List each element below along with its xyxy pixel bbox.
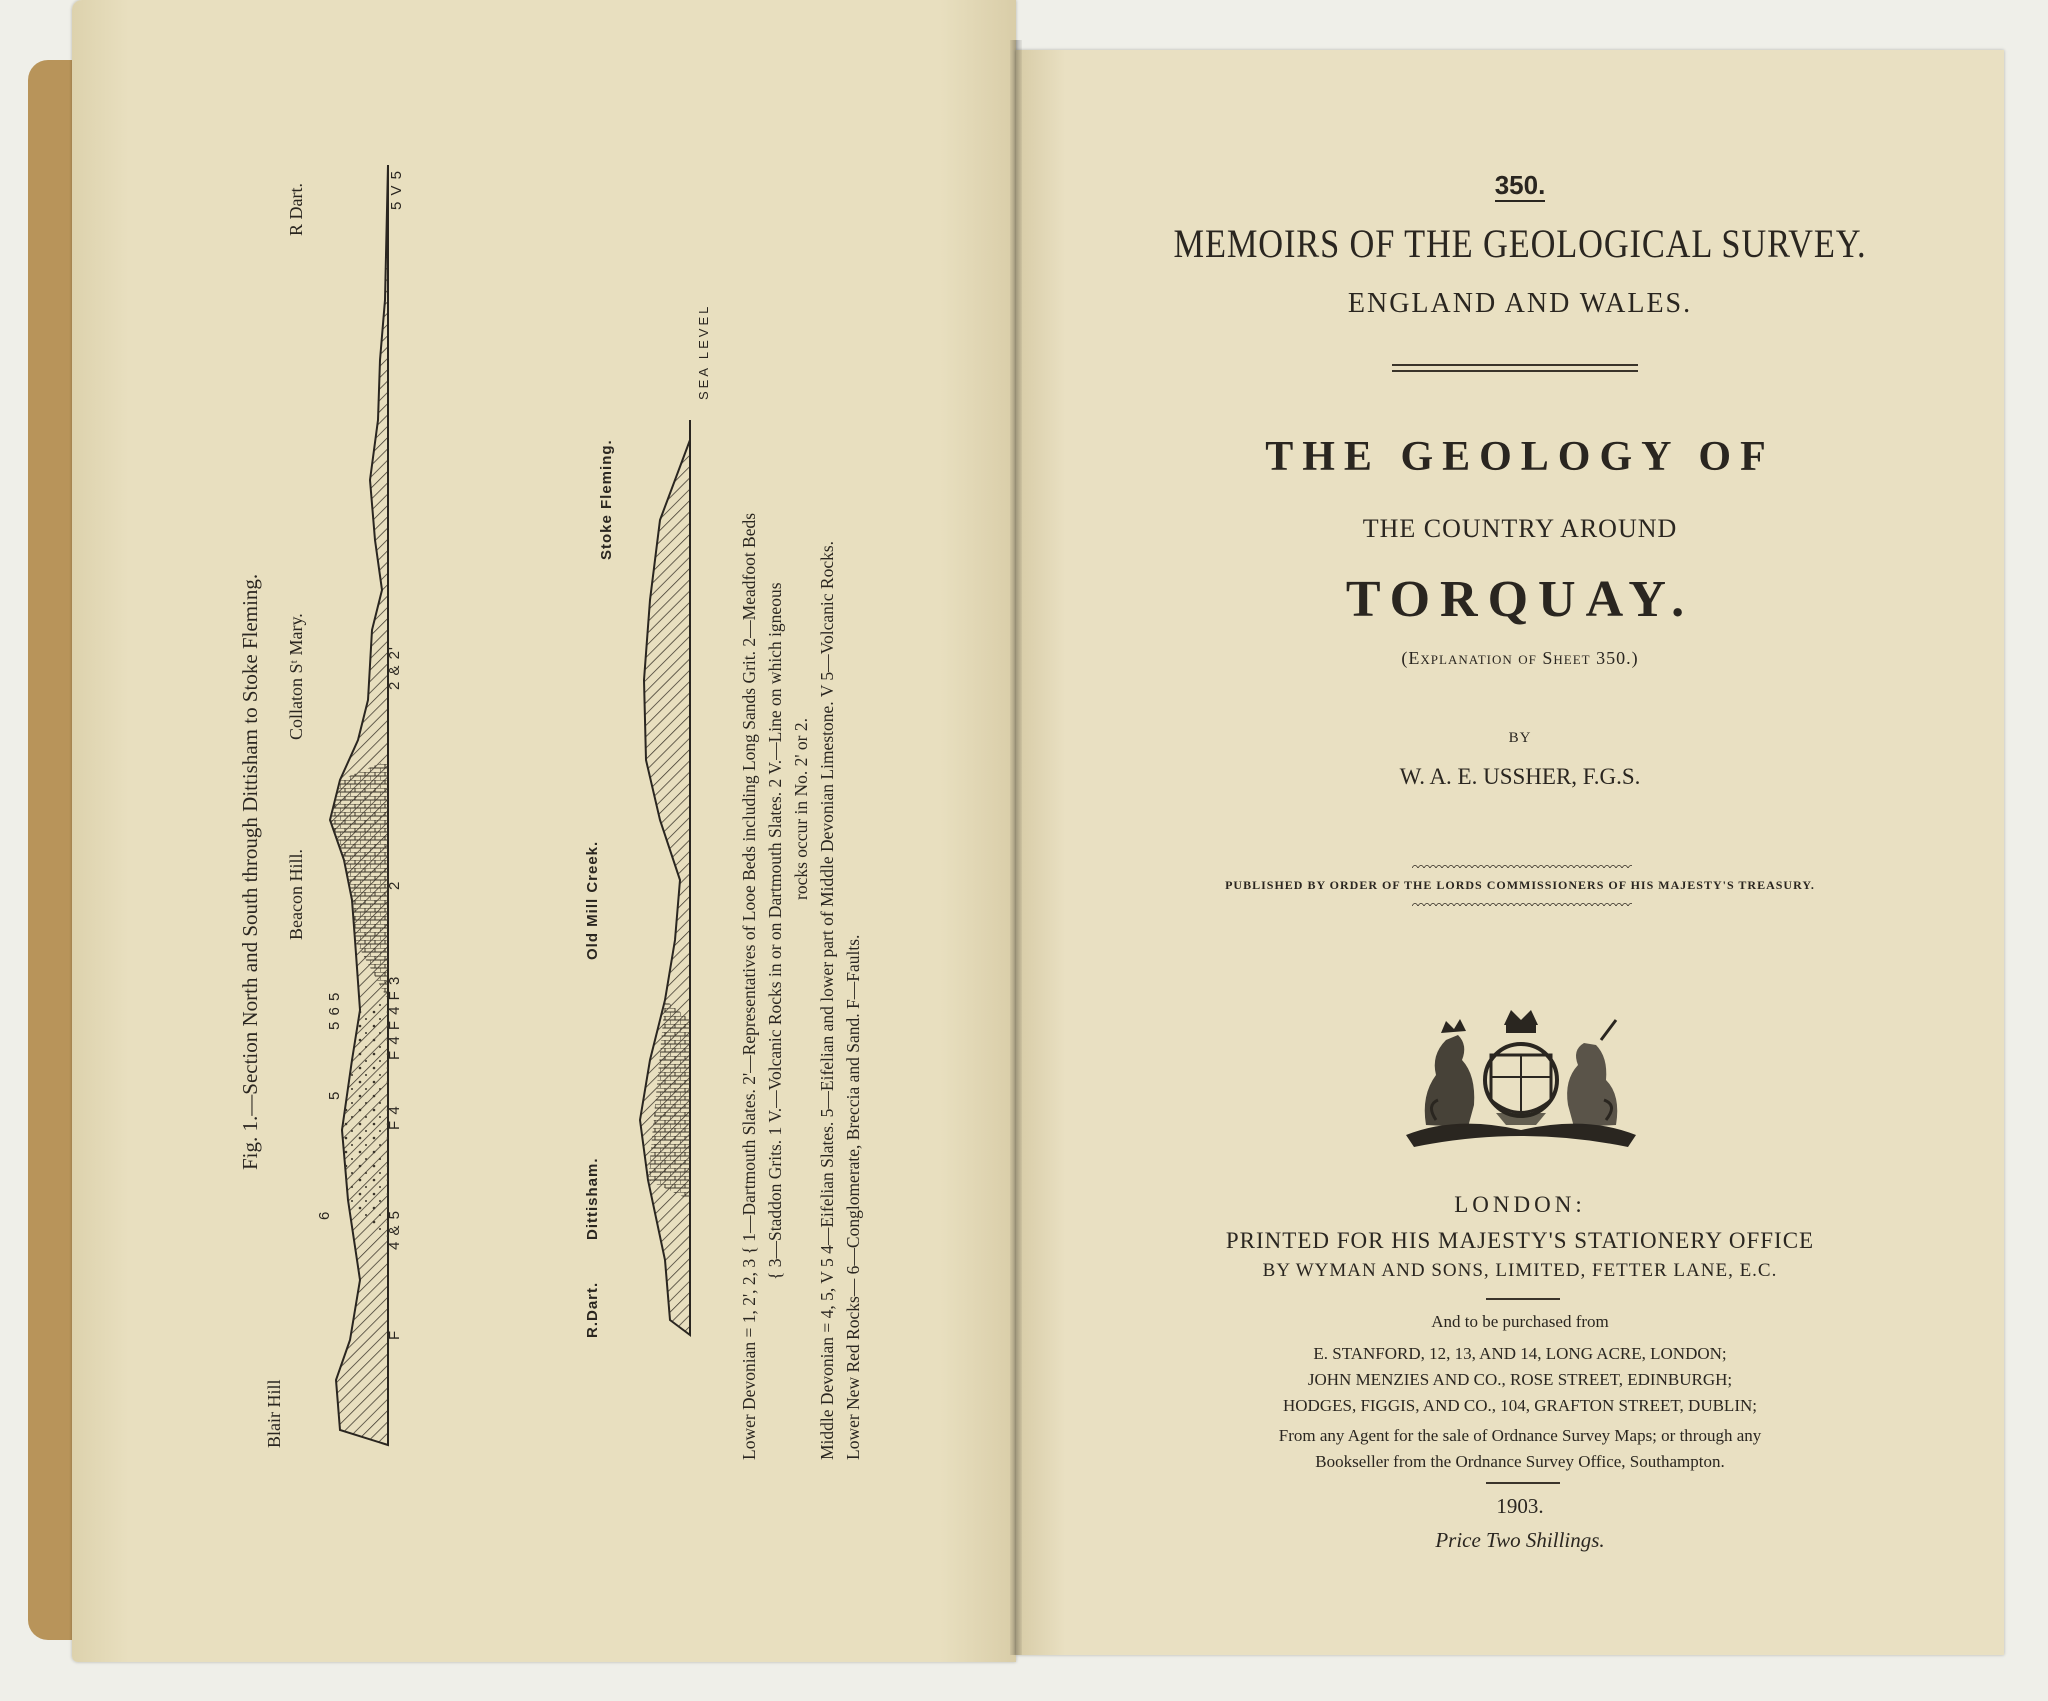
section-top-number-0: 6: [316, 1210, 333, 1220]
title-line-2: THE COUNTRY AROUND: [1362, 514, 1678, 543]
imprint-city: LONDON:: [1454, 1192, 1586, 1217]
royal-coat-of-arms-icon: [1396, 995, 1646, 1155]
label-r-dart-top: R Dart.: [286, 183, 306, 236]
double-rule-top: [1392, 364, 1638, 366]
section-top-number-1: 5: [326, 1090, 343, 1100]
double-rule-bottom: [1392, 370, 1638, 372]
imprint-line-1: PRINTED FOR HIS MAJESTY'S STATIONERY OFFICE: [1225, 1228, 1815, 1253]
agent-stanford: E. STANFORD, 12, 13, AND 14, LONG ACRE, LONDON;: [1313, 1344, 1727, 1363]
legend-line-2: { 3—Staddon Grits. 1 V.—Volcanic Rocks in or on Dartmouth Slates. 2 V.—Line on which igneous: [765, 582, 785, 1280]
section-top-number-6: 5 V 5: [388, 169, 405, 210]
axis-codes-top-1: F: [386, 1329, 403, 1340]
axis-codes-top-3: F 4: [386, 1105, 403, 1130]
legend-line-4: Middle Devonian = 4, 5, V 5 4—Eifelian Slates. 5—Eifelian and lower part of Middle Devonian Limestone. V 5—Volcanic Rocks.: [817, 540, 837, 1460]
price: Price Two Shillings.: [1435, 1528, 1605, 1552]
region-subtitle: ENGLAND AND WALES.: [1347, 288, 1693, 319]
from-any-agent: From any Agent for the sale of Ordnance Survey Maps; or through any: [1278, 1426, 1762, 1445]
agent-hodges-figgis: HODGES, FIGGIS, AND CO., 104, GRAFTON STREET, DUBLIN;: [1283, 1396, 1757, 1415]
label-dittisham: Dittisham.: [584, 1157, 601, 1240]
section-north-south-profile: [300, 140, 420, 1460]
legend-line-5: Lower New Red Rocks— 6—Conglomerate, Breccia and Sand. F—Faults.: [843, 934, 863, 1460]
legend: [736, 513, 866, 1460]
bookseller-line: Bookseller from the Ordnance Survey Office, Southampton.: [1315, 1452, 1725, 1471]
short-rule-1: [1486, 1298, 1560, 1300]
legend-line-3: rocks occur in No. 2' or 2.: [791, 718, 811, 900]
purchased-from: And to be purchased from: [1431, 1312, 1609, 1331]
series-title: MEMOIRS OF THE GEOLOGICAL SURVEY.: [1173, 221, 1867, 266]
label-old-mill-creek: Old Mill Creek.: [584, 840, 601, 960]
author: W. A. E. USSHER, F.G.S.: [1399, 764, 1641, 789]
publication-year: 1903.: [1496, 1494, 1544, 1518]
title-line-3: TORQUAY.: [1345, 571, 1695, 628]
section-top-number-2: 5 6 5: [326, 991, 343, 1030]
label-stoke-fleming: Stoke Fleming.: [598, 439, 615, 560]
label-beacon-hill: Beacon Hill.: [286, 849, 306, 940]
axis-codes-top-6: 2 & 2': [386, 646, 403, 690]
legend-line-1: Lower Devonian = 1, 2', 2, 3 { 1—Dartmouth Slates. 2'—Representatives of Looe Beds including Long Sands Grit. 2—Meadfoot Beds: [739, 512, 759, 1460]
explanation: (Explanation of Sheet 350.): [1401, 648, 1639, 668]
axis-codes-top-4: F 4 F 4 F 3: [386, 975, 403, 1060]
agent-menzies: JOHN MENZIES AND CO., ROSE STREET, EDINBURGH;: [1307, 1370, 1733, 1389]
short-rule-2: [1486, 1482, 1560, 1484]
figure-title: Fig. 1.—Section North and South through Dittisham to Stoke Fleming.: [238, 573, 262, 1170]
section-dittisham-profile: [620, 400, 730, 1350]
book-gutter: [1010, 40, 1022, 1655]
label-sea-level: SEA LEVEL: [696, 303, 711, 400]
left-page: [72, 0, 1016, 1662]
axis-codes-top-5: 2: [386, 880, 403, 890]
axis-codes-top-2: 4 & 5: [386, 1209, 403, 1250]
label-blair-hill: Blair Hill: [264, 1379, 284, 1448]
label-r-dart-bottom: R.Dart.: [584, 1281, 601, 1338]
wavy-rule-top: [1412, 862, 1632, 868]
imprint-line-2: BY WYMAN AND SONS, LIMITED, FETTER LANE, E.C.: [1262, 1260, 1778, 1281]
published-by: PUBLISHED BY ORDER OF THE LORDS COMMISSIONERS OF HIS MAJESTY'S TREASURY.: [1225, 878, 1815, 892]
wavy-rule-bottom: [1412, 900, 1632, 906]
title-line-1: THE GEOLOGY OF: [1265, 434, 1775, 480]
memoir-number: 350.: [1494, 170, 1546, 200]
label-collaton-st-mary: Collaton Sᵗ Mary.: [286, 613, 306, 740]
by-line: BY: [1508, 730, 1532, 746]
